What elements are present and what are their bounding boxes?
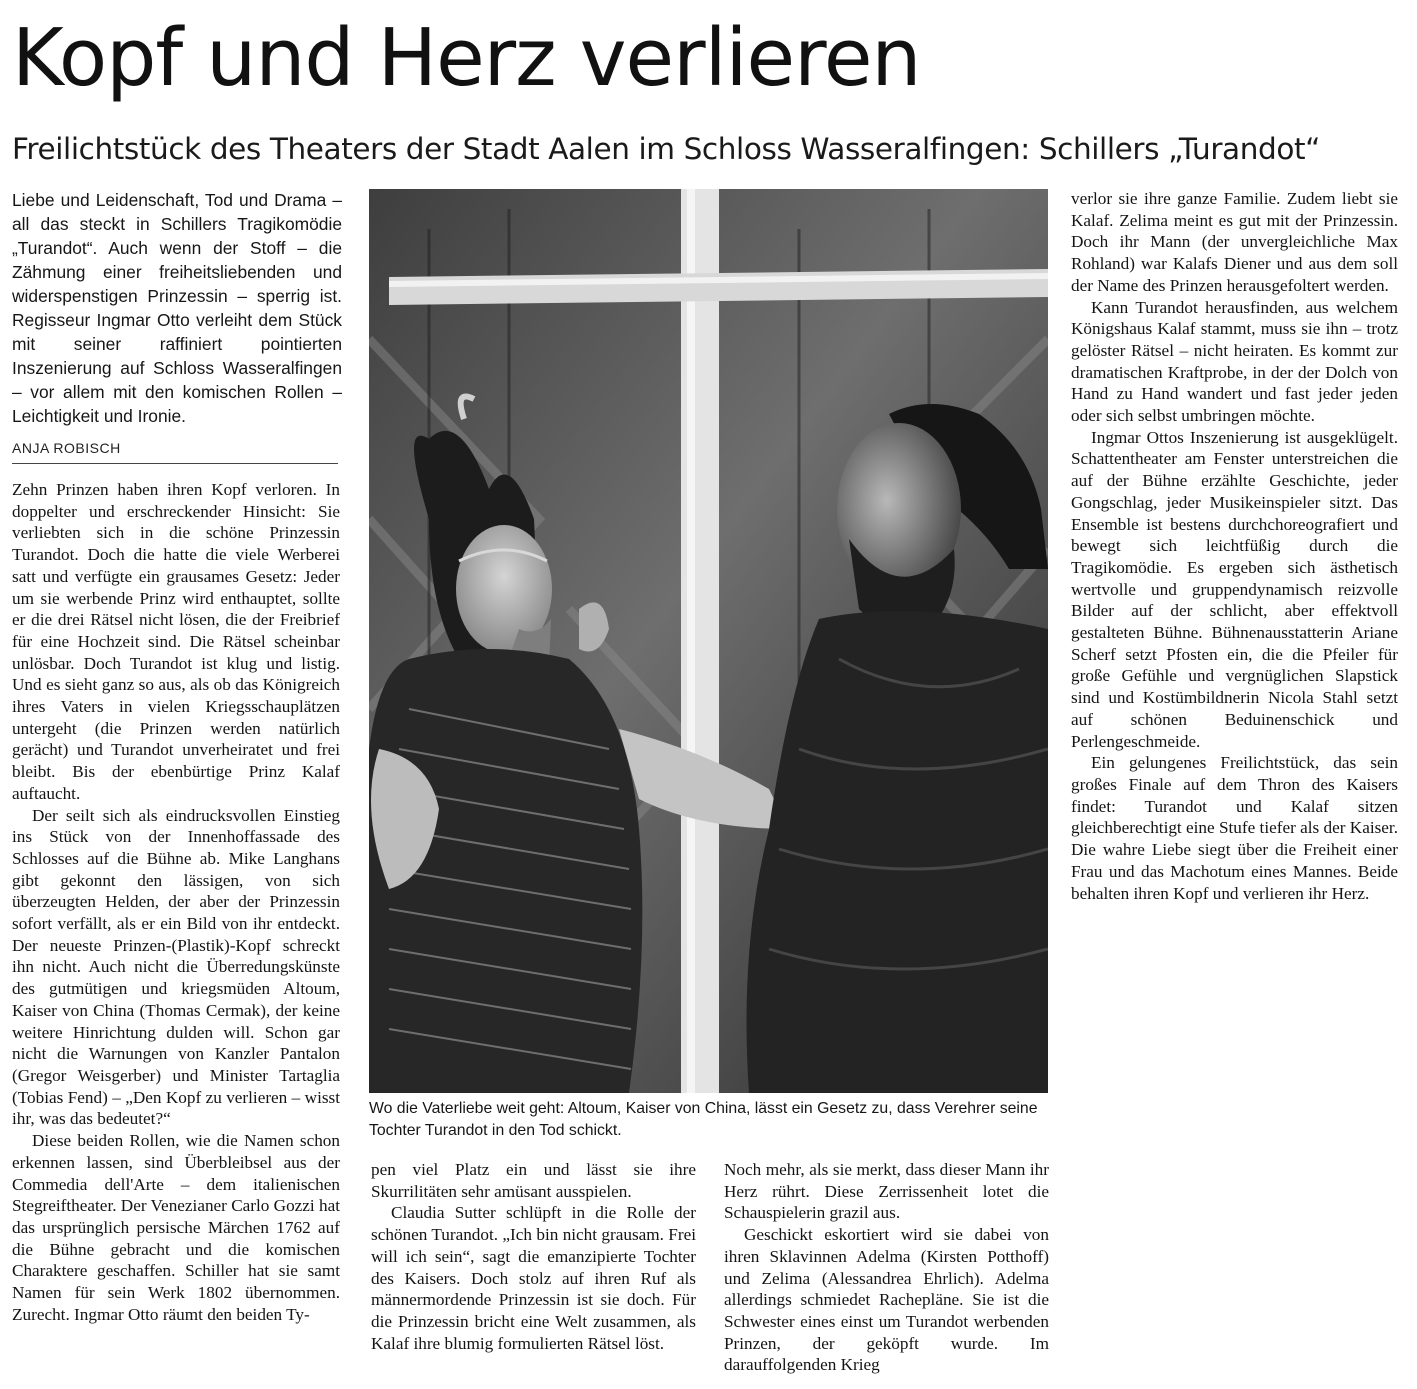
article-column-1 <box>12 479 340 1325</box>
body-paragraph: Der seilt sich als eindrucksvollen Einstieg ins Stück von der Innenhoffassade des Schlosses auf die Bühne ab. Mike Langhans gibt gekonnt den lässigen, von sich überzeugten Helden, der aber der Prinzessin sofort verfällt, als er ein Bild von ihr entdeckt. Der neueste Prinzen-(Plastik)-Kopf schreckt ihn nicht. Auch nicht die Überredungskünste des gutmütigen und kriegsmüden Altoum, Kaiser von China (Thomas Cermak), der keine weitere Hinrichtung dulden will. Schon gar nicht die Warnungen von Kanzler Pantalon (Gregor Weisgerber) und Minister Tartaglia (Tobias Fend) – „Den Kopf zu verlieren – wisst ihr, was das bedeutet?“ <box>12 805 340 1129</box>
lead-paragraph: Liebe und Leidenschaft, Tod und Drama – all das steckt in Schillers Tragikomödie „Turandot“. Auch wenn der Stoff – die Zähmung einer freiheitsliebenden und widerspenstigen Prinzessin – sperrig ist. Regisseur Ingmar Otto verleiht dem Stück mit seiner raffiniert pointierten Inszenierung auf Schloss Wasseralfingen – vor allem mit den komischen Rollen – Leichtigkeit und Ironie. <box>12 190 342 426</box>
stage-photo-illustration <box>369 189 1048 1093</box>
body-paragraph: pen viel Platz ein und lässt sie ihre Skurrilitäten sehr amüsant ausspielen. <box>371 1160 696 1201</box>
body-paragraph: Ingmar Ottos Inszenierung ist ausgeklügelt. Schattentheater am Fenster unterstreichen die auf der Bühne erzählte Geschichte, jeder Gongschlag, jeder Musikeinspieler sitzt. Das Ensemble ist bestens durchchoreografiert und bewegt sich leichtfüßig durch die Tragikomödie. Es ergeben sich ästhetisch wertvolle und gruppendynamisch reizvolle Bilder auf der schlicht, aber effektvoll gestalteten Bühne. Bühnenausstatterin Ariane Scherf setzt Pfosten ein, die die Pfeiler für große Gefühle und vergnüglichen Slapstick sind und Kostümbildnerin Nicola Stahl setzt auf schönen Beduinenschick und Perlengeschmeide. <box>1071 427 1398 751</box>
byline: ANJA ROBISCH <box>12 440 121 456</box>
article-column-2 <box>371 1159 696 1354</box>
body-paragraph: Geschickt eskortiert wird sie dabei von ihren Sklavinnen Adelma (Kirsten Potthoff) und Zelima (Alessandrea Ehrlich). Adelma allerdings schmiedet Rachepläne. Sie ist die Schwester eines einst um Turandot werbenden Prinzen, der geköpft wurde. Im darauffolgenden Krieg <box>724 1225 1049 1375</box>
article-photo <box>369 189 1048 1093</box>
headline: Kopf und Herz verlieren <box>12 12 921 104</box>
subheadline: Freilichtstück des Theaters der Stadt Aalen im Schloss Wasseralfingen: Schillers „Turandot“ <box>12 132 1321 166</box>
byline-divider <box>12 463 338 464</box>
body-paragraph: Claudia Sutter schlüpft in die Rolle der schönen Turandot. „Ich bin nicht grausam. Frei will ich sein“, sagt die emanzipierte Tochter des Kaisers. Doch stolz auf ihren Ruf als männermordende Prinzessin ist sie doch. Für die Prinzessin bricht eine Welt zusammen, als Kalaf ihre blumig formulierten Rätsel löst. <box>371 1203 696 1353</box>
body-paragraph: Noch mehr, als sie merkt, dass dieser Mann ihr Herz rührt. Diese Zerrissenheit lotet die Schauspielerin grazil aus. <box>724 1160 1049 1223</box>
body-paragraph: Kann Turandot herausfinden, aus welchem Königshaus Kalaf stammt, muss sie ihn – trotz gelöster Rätsel – nicht heiraten. Es kommt zur dramatischen Kraftprobe, in der der Dolch von Hand zu Hand wandert und fast jeder jeden oder sich selbst umbringen möchte. <box>1071 297 1398 426</box>
body-paragraph: Zehn Prinzen haben ihren Kopf verloren. In doppelter und erschreckender Hinsicht: Sie verliebten sich in die schöne Prinzessin Turandot. Doch die hatte die viele Werberei satt und verfügte ein grausames Gesetz: Jeder um sie werbende Prinz wird enthauptet, sollte er die drei Rätsel nicht lösen, die der Freibrief für eine Hochzeit sind. Die Rätsel scheinbar unlösbar. Doch Turandot ist klug und listig. Und es sieht ganz so aus, als ob das Königreich ihres Vaters in vielen Kriegsschauplätzen untergeht (die Prinzen werden natürlich gerächt) und Turandot unverheiratet und frei bleibt. Bis der ebenbürtige Prinz Kalaf auftaucht. <box>12 480 340 803</box>
body-paragraph: Ein gelungenes Freilichtstück, das sein großes Finale auf dem Thron des Kaisers findet: Turandot und Kalaf sitzen gleichberechtigt eine Stufe tiefer als der Kaiser. Die wahre Liebe siegt über die Freiheit einer Frau und das Machotum eines Mannes. Beide behalten ihren Kopf und verlieren ihr Herz. <box>1071 753 1398 903</box>
body-paragraph: Diese beiden Rollen, wie die Namen schon erkennen lassen, sind Überbleibsel aus der Commedia dell'Arte – dem italienischen Stegreiftheater. Der Venezianer Carlo Gozzi hat das ursprünglich persische Märchen 1762 auf die Bühne gebracht und die komischen Charaktere geschaffen. Schiller hat sie samt Namen für sein Werk 1802 übernommen. Zurecht. Ingmar Otto räumt den beiden Ty- <box>12 1131 341 1324</box>
photo-caption: Wo die Vaterliebe weit geht: Altoum, Kaiser von China, lässt ein Gesetz zu, dass Verehrer seine Tochter Turandot in den Tod schickt. <box>369 1100 1038 1139</box>
article-column-4 <box>1071 188 1398 904</box>
body-paragraph: verlor sie ihre ganze Familie. Zudem liebt sie Kalaf. Zelima meint es gut mit der Prinzessin. Doch ihr Mann (der unvergleichliche Max Rohland) war Kalafs Diener und aus dem soll der Name des Prinzen herausgefoltert werden. <box>1071 189 1398 295</box>
article-column-3 <box>724 1159 1049 1376</box>
